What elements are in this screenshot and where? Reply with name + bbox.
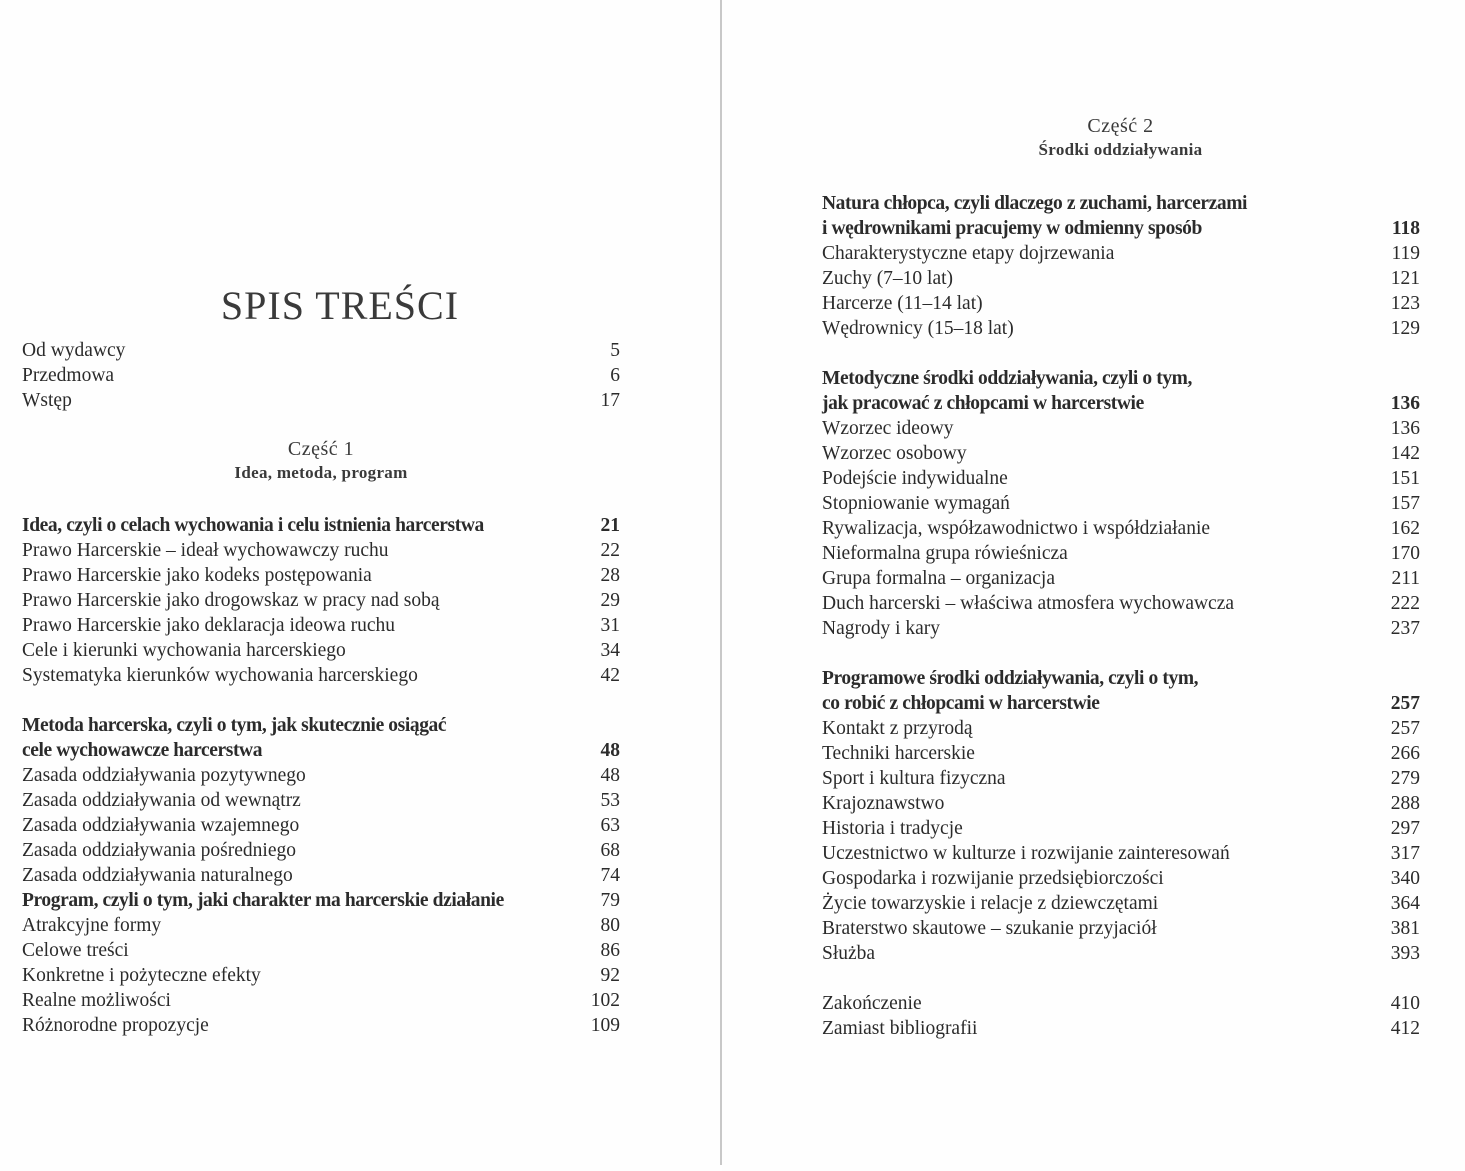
entry-page: 151 xyxy=(1390,468,1420,489)
toc-entry[interactable] xyxy=(22,863,620,888)
entry-title: Zuchy (7–10 lat) xyxy=(822,268,954,289)
entry-title: Wzorzec osobowy xyxy=(822,443,967,464)
section-title: co robić z chłopcami w harcerstwie xyxy=(822,693,1100,714)
entry-page: 17 xyxy=(600,390,620,411)
entry-page: 63 xyxy=(600,815,620,836)
entry-page: 28 xyxy=(600,565,620,586)
entry-page: 211 xyxy=(1391,568,1420,589)
toc-entry[interactable] xyxy=(22,363,620,388)
entry-page: 102 xyxy=(590,990,620,1011)
entry-title: Krajoznawstwo xyxy=(822,793,945,814)
toc-entry[interactable] xyxy=(822,441,1420,466)
section-heading[interactable] xyxy=(22,513,620,538)
part2-number: Część 2 xyxy=(1087,115,1154,137)
entry-page: 5 xyxy=(610,340,620,361)
entry-title: Zamiast bibliografii xyxy=(822,1018,978,1039)
toc-entry[interactable] xyxy=(22,913,620,938)
entry-title: Nagrody i kary xyxy=(822,618,941,639)
entry-title: Rywalizacja, współzawodnictwo i współdziałanie xyxy=(822,518,1211,539)
entry-page: 142 xyxy=(1390,443,1420,464)
entry-page: 237 xyxy=(1390,618,1420,639)
toc-entry[interactable] xyxy=(822,791,1420,816)
entry-title: Prawo Harcerskie jako deklaracja ideowa ruchu xyxy=(22,615,396,636)
entry-title: Życie towarzyskie i relacje z dziewczętami xyxy=(822,893,1159,914)
entry-page: 162 xyxy=(1390,518,1420,539)
front-matter-list xyxy=(22,338,620,413)
entry-page: 53 xyxy=(600,790,620,811)
entry-title: Zasada oddziaływania pozytywnego xyxy=(22,765,306,786)
section-title: jak pracować z chłopcami w harcerstwie xyxy=(822,393,1144,414)
section-page: 21 xyxy=(600,515,620,536)
entry-title: Zasada oddziaływania naturalnego xyxy=(22,865,293,886)
entry-title: Różnorodne propozycje xyxy=(22,1015,209,1036)
section-page: 136 xyxy=(1390,393,1420,414)
toc-entry[interactable] xyxy=(822,816,1420,841)
part2-heading xyxy=(722,114,1465,161)
entry-page: 410 xyxy=(1390,993,1420,1014)
entry-page: 42 xyxy=(600,665,620,686)
toc-entry[interactable] xyxy=(22,988,620,1013)
entry-page: 279 xyxy=(1390,768,1420,789)
entry-page: 222 xyxy=(1390,593,1420,614)
section-page: 79 xyxy=(600,890,620,911)
toc-entry[interactable] xyxy=(22,613,620,638)
entry-page: 74 xyxy=(600,865,620,886)
toc-entry[interactable] xyxy=(822,316,1420,341)
entry-page: 157 xyxy=(1390,493,1420,514)
toc-entry[interactable] xyxy=(22,938,620,963)
entry-page: 123 xyxy=(1390,293,1420,314)
toc-entry[interactable] xyxy=(822,1016,1420,1041)
entry-page: 119 xyxy=(1391,243,1420,264)
toc-entry[interactable] xyxy=(822,766,1420,791)
entry-title: Uczestnictwo w kulturze i rozwijanie zainteresowań xyxy=(822,843,1230,864)
entry-page: 317 xyxy=(1390,843,1420,864)
section-heading[interactable] xyxy=(22,738,620,763)
toc-entry[interactable] xyxy=(822,741,1420,766)
part2-section-metodyczne xyxy=(822,366,1420,641)
toc-title: SPIS TREŚCI xyxy=(220,283,460,328)
entry-title: Sport i kultura fizyczna xyxy=(822,768,1006,789)
entry-title: Duch harcerski – właściwa atmosfera wychowawcza xyxy=(822,593,1235,614)
entry-title: Konkretne i pożyteczne efekty xyxy=(22,965,261,986)
entry-title: Charakterystyczne etapy dojrzewania xyxy=(822,243,1115,264)
toc-entry[interactable] xyxy=(822,291,1420,316)
entry-title: Celowe treści xyxy=(22,940,129,961)
entry-title: Podejście indywidualne xyxy=(822,468,1008,489)
toc-entry[interactable] xyxy=(822,266,1420,291)
entry-page: 297 xyxy=(1390,818,1420,839)
toc-entry[interactable] xyxy=(822,841,1420,866)
part1-name: Idea, metoda, program xyxy=(234,463,408,482)
entry-page: 22 xyxy=(600,540,620,561)
entry-title: Prawo Harcerskie jako drogowskaz w pracy nad sobą xyxy=(22,590,440,611)
entry-page: 364 xyxy=(1390,893,1420,914)
section-title-line[interactable]: Metodyczne środki oddziaływania, czyli o tym, xyxy=(822,368,1192,389)
toc-entry[interactable] xyxy=(822,591,1420,616)
section-title: Idea, czyli o celach wychowania i celu istnienia harcerstwa xyxy=(22,515,484,536)
entry-title: Prawo Harcerskie jako kodeks postępowania xyxy=(22,565,372,586)
entry-page: 48 xyxy=(600,765,620,786)
toc-entry[interactable] xyxy=(822,866,1420,891)
toc-entry[interactable] xyxy=(22,963,620,988)
entry-title: Przedmowa xyxy=(22,365,115,386)
entry-page: 92 xyxy=(600,965,620,986)
section-page: 48 xyxy=(600,740,620,761)
section-heading[interactable] xyxy=(822,691,1420,716)
entry-page: 381 xyxy=(1390,918,1420,939)
entry-page: 393 xyxy=(1390,943,1420,964)
section-title-line[interactable]: Natura chłopca, czyli dlaczego z zuchami, harcerzami xyxy=(822,193,1248,214)
section-page: 118 xyxy=(1391,218,1420,239)
entry-page: 412 xyxy=(1390,1018,1420,1039)
part1-section-metoda xyxy=(22,713,620,1038)
toc-entry[interactable] xyxy=(822,566,1420,591)
section-heading[interactable] xyxy=(822,391,1420,416)
entry-page: 266 xyxy=(1390,743,1420,764)
entry-title: Służba xyxy=(822,943,876,964)
entry-title: Grupa formalna – organizacja xyxy=(822,568,1055,589)
toc-entry[interactable] xyxy=(22,388,620,413)
toc-entry[interactable] xyxy=(822,916,1420,941)
entry-page: 109 xyxy=(590,1015,620,1036)
toc-entry[interactable] xyxy=(822,941,1420,966)
part1-heading xyxy=(22,437,620,484)
entry-title: Atrakcyjne formy xyxy=(22,915,162,936)
entry-page: 136 xyxy=(1390,418,1420,439)
entry-title: Historia i tradycje xyxy=(822,818,963,839)
entry-page: 129 xyxy=(1390,318,1420,339)
toc-entry[interactable] xyxy=(22,838,620,863)
toc-entry[interactable] xyxy=(822,891,1420,916)
toc-entry[interactable] xyxy=(22,338,620,363)
entry-page: 86 xyxy=(600,940,620,961)
entry-title: Wędrownicy (15–18 lat) xyxy=(822,318,1014,339)
entry-page: 121 xyxy=(1390,268,1420,289)
part2-name: Środki oddziaływania xyxy=(1038,140,1203,159)
left-page xyxy=(0,0,720,1171)
right-page xyxy=(722,0,1465,1171)
toc-entry[interactable] xyxy=(822,491,1420,516)
entry-title: Zasada oddziaływania od wewnątrz xyxy=(22,790,301,811)
entry-title: Zakończenie xyxy=(822,993,922,1014)
entry-page: 34 xyxy=(600,640,620,661)
entry-page: 80 xyxy=(600,915,620,936)
toc-entry[interactable] xyxy=(22,788,620,813)
section-title-line[interactable]: Metoda harcerska, czyli o tym, jak skutecznie osiągać xyxy=(22,715,447,736)
entry-title: Zasada oddziaływania pośredniego xyxy=(22,840,296,861)
entry-title: Nieformalna grupa rówieśnicza xyxy=(822,543,1068,564)
entry-title: Od wydawcy xyxy=(22,340,126,361)
entry-title: Gospodarka i rozwijanie przedsiębiorczości xyxy=(822,868,1164,889)
entry-page: 257 xyxy=(1390,718,1420,739)
entry-title: Realne możliwości xyxy=(22,990,171,1011)
toc-entry[interactable] xyxy=(822,466,1420,491)
entry-title: Wzorzec ideowy xyxy=(822,418,954,439)
back-matter-list xyxy=(822,991,1420,1041)
section-heading[interactable] xyxy=(22,888,620,913)
toc-entry[interactable] xyxy=(822,241,1420,266)
entry-title: Cele i kierunki wychowania harcerskiego xyxy=(22,640,346,661)
toc-entry[interactable] xyxy=(22,1013,620,1038)
toc-entry[interactable] xyxy=(22,813,620,838)
entry-title: Zasada oddziaływania wzajemnego xyxy=(22,815,300,836)
entry-title: Techniki harcerskie xyxy=(822,743,975,764)
toc-entry[interactable] xyxy=(22,663,620,688)
toc-entry[interactable] xyxy=(822,541,1420,566)
section-title: Program, czyli o tym, jaki charakter ma harcerskie działanie xyxy=(22,890,504,911)
toc-entry[interactable] xyxy=(22,563,620,588)
entry-page: 6 xyxy=(610,365,620,386)
toc-entry[interactable] xyxy=(22,763,620,788)
entry-title: Prawo Harcerskie – ideał wychowawczy ruchu xyxy=(22,540,389,561)
toc-entry[interactable] xyxy=(822,516,1420,541)
section-title: cele wychowawcze harcerstwa xyxy=(22,740,263,761)
toc-entry[interactable] xyxy=(22,588,620,613)
toc-entry[interactable] xyxy=(822,716,1420,741)
section-title-line[interactable]: Programowe środki oddziaływania, czyli o tym, xyxy=(822,668,1199,689)
entry-page: 68 xyxy=(600,840,620,861)
section-heading[interactable] xyxy=(822,216,1420,241)
section-page: 257 xyxy=(1390,693,1420,714)
entry-page: 340 xyxy=(1390,868,1420,889)
toc-entry[interactable] xyxy=(822,991,1420,1016)
part2-section-programowe xyxy=(822,666,1420,966)
toc-entry[interactable] xyxy=(22,638,620,663)
part2-section-natura xyxy=(822,191,1420,341)
part1-number: Część 1 xyxy=(287,438,355,460)
entry-page: 288 xyxy=(1390,793,1420,814)
section-title: i wędrownikami pracujemy w odmienny sposób xyxy=(822,218,1202,239)
entry-title: Wstęp xyxy=(22,390,72,411)
entry-page: 170 xyxy=(1390,543,1420,564)
entry-title: Systematyka kierunków wychowania harcerskiego xyxy=(22,665,418,686)
entry-title: Stopniowanie wymagań xyxy=(822,493,1010,514)
toc-entry[interactable] xyxy=(822,416,1420,441)
part1-section-idea xyxy=(22,513,620,688)
entry-page: 29 xyxy=(600,590,620,611)
entry-page: 31 xyxy=(600,615,620,636)
entry-title: Braterstwo skautowe – szukanie przyjaciół xyxy=(822,918,1157,939)
entry-title: Kontakt z przyrodą xyxy=(822,718,973,739)
entry-title: Harcerze (11–14 lat) xyxy=(822,293,983,314)
toc-entry[interactable] xyxy=(22,538,620,563)
toc-entry[interactable] xyxy=(822,616,1420,641)
